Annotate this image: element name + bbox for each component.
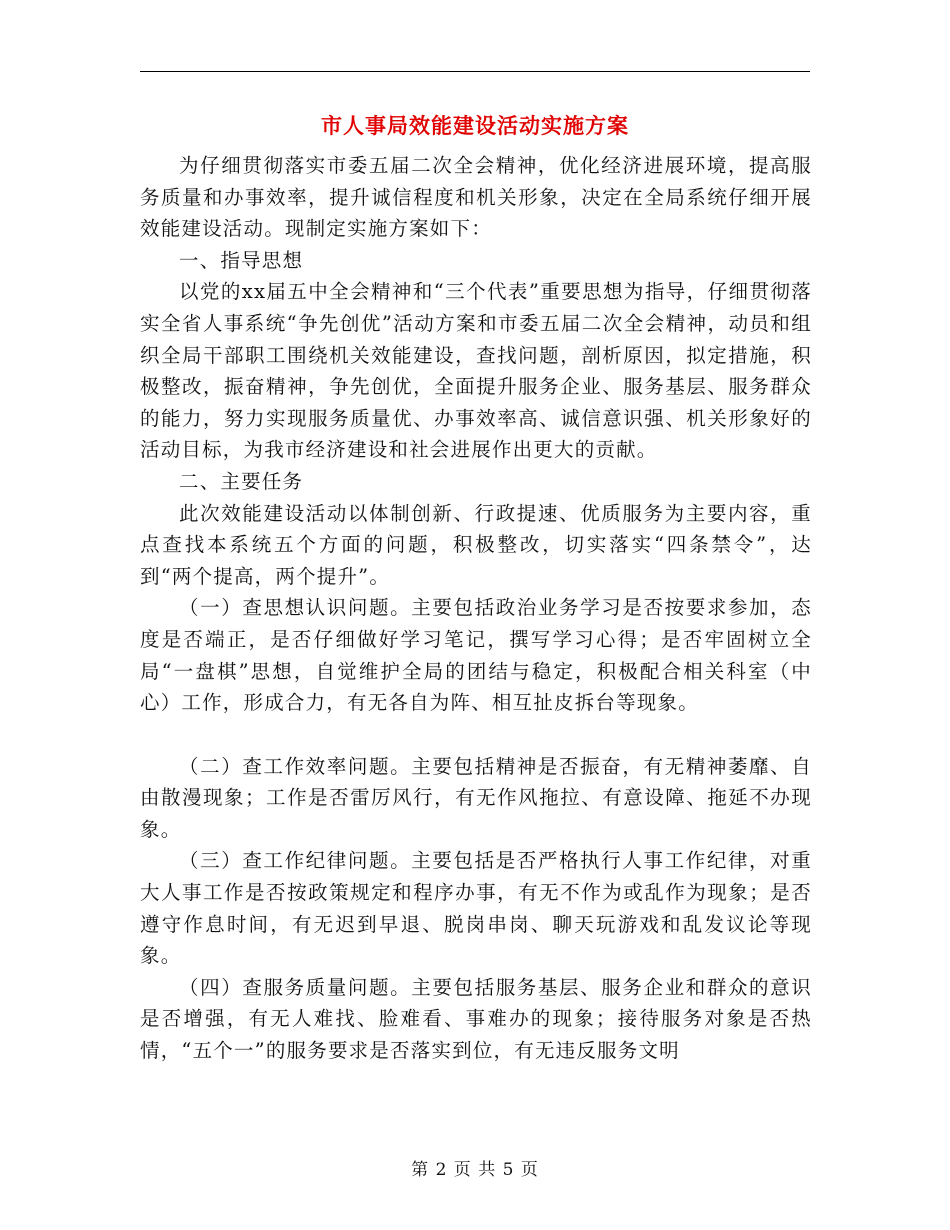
page-number-footer: 第 2 页 共 5 页 (411, 1160, 539, 1180)
section-heading-main-tasks: 二、主要任务 (179, 469, 304, 493)
task-item-1: （一）查思想认识问题。主要包括政治业务学习是否按要求参加，态度是否端正，是否仔细做好学习笔记，撰写学习心得；是否牢固树立全局“一盘棋”思想，自觉维护全局的团结与稳定，积极配合相关科室（中心）工作，形成合力，有无各自为阵、相互扯皮拆台等现象。 (140, 596, 812, 715)
document-body (140, 150, 812, 1067)
document-title: 市人事局效能建设活动实施方案 (321, 113, 629, 138)
header-rule (140, 71, 810, 72)
task-item-4: （四）查服务质量问题。主要包括服务基层、服务企业和群众的意识是否增强，有无人难找、脸难看、事难办的现象；接待服务对象是否热情，“五个一”的服务要求是否落实到位，有无违反服务文明 (140, 975, 812, 1063)
task-item-2: （二）查工作效率问题。主要包括精神是否振奋，有无精神萎靡、自由散漫现象；工作是否雷厉风行，有无作风拖拉、有意设障、拖延不办现象。 (140, 754, 812, 841)
intro-paragraph: 为仔细贯彻落实市委五届二次全会精神，优化经济进展环境，提高服务质量和办事效率，提升诚信程度和机关形象，决定在全局系统仔细开展效能建设活动。现制定实施方案如下： (140, 154, 812, 241)
main-tasks-paragraph: 此次效能建设活动以体制创新、行政提速、优质服务为主要内容，重点查找本系统五个方面的问题，积极整改，切实落实“四条禁令”，达到“两个提高，两个提升”。 (140, 501, 812, 588)
section-heading-guiding-ideology: 一、指导思想 (179, 248, 304, 272)
guiding-ideology-paragraph: 以党的xx届五中全会精神和“三个代表”重要思想为指导，仔细贯彻落实全省人事系统“争先创优”活动方案和市委五届二次全会精神，动员和组织全局干部职工围绕机关效能建设，查找问题，剖析原因，拟定措施，积极整改，振奋精神，争先创优，全面提升服务企业、服务基层、服务群众的能力，努力实现服务质量优、办事效率高、诚信意识强、机关形象好的活动目标，为我市经济建设和社会进展作出更大的贡献。 (140, 280, 812, 462)
task-item-3: （三）查工作纪律问题。主要包括是否严格执行人事工作纪律，对重大人事工作是否按政策规定和程序办事，有无不作为或乱作为现象；是否遵守作息时间，有无迟到早退、脱岗串岗、聊天玩游戏和乱发议论等现象。 (140, 849, 812, 968)
